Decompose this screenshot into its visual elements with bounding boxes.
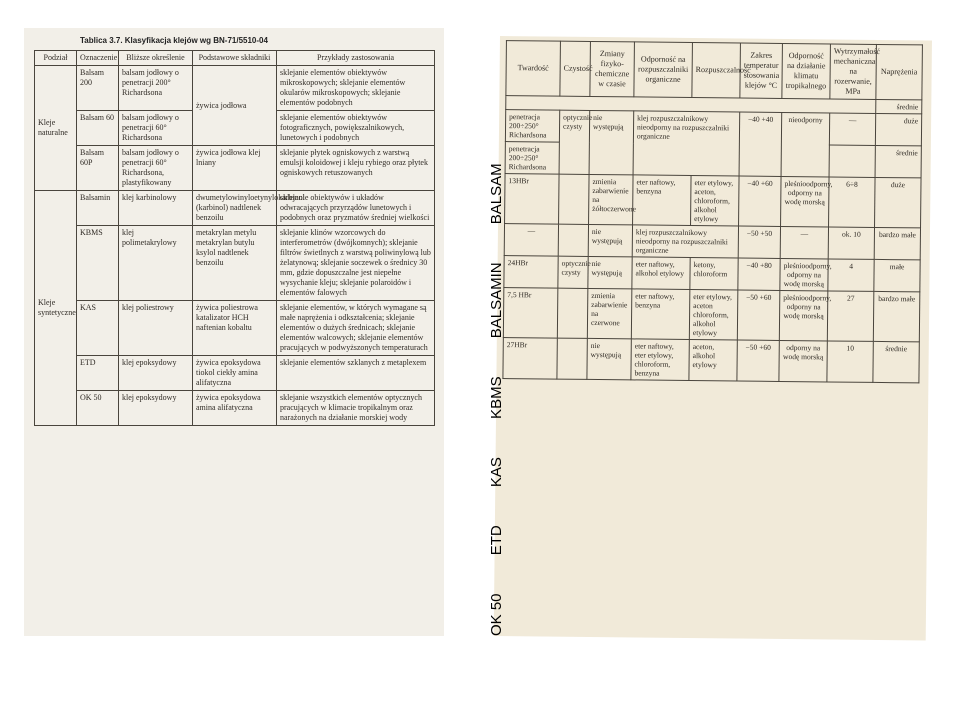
vertical-label: OK 50 xyxy=(488,593,505,636)
stress-cell: duże xyxy=(875,177,922,227)
desc-cell: balsam jodłowy o penetracji 200° Richardsona xyxy=(119,66,193,111)
stress-cell: bardzo małe xyxy=(874,227,920,259)
use-cell: sklejanie elementów szklanych z metaplexem xyxy=(277,356,435,391)
hard-cell: 13HBr xyxy=(505,174,560,225)
use-cell: sklejanie elementów, w których wymagane są małe naprężenia i odkształcenia; sklejanie elementów o dużych średnicach; sklejanie elementów walcowych; sklejanie elementów pracujących w podwyższonych temperaturach xyxy=(277,301,435,356)
header-cell: Rozpuszczalność xyxy=(692,43,741,98)
hard-cell: 24HBr xyxy=(504,256,558,289)
code-cell: Balsamin xyxy=(77,191,119,226)
header-cell: Podział xyxy=(35,51,77,66)
trop-cell: odporny na wodę morską xyxy=(779,340,827,382)
vertical-label: BALSAM xyxy=(488,163,505,225)
hard-cell: penetracja 200÷250° Richardsona xyxy=(505,142,559,175)
use-cell: sklejanie klinów wzorcowych do interferometrów (dwójkomnych); sklejanie filtrów świetlnych z warstwą poliwinylową lub żelatynową; sklejanie soczewek o średnicy 30 mm, gdzie dopuszczalne jest niepełne wysychanie kleju; sklejanie polaroidów i elementów falowych xyxy=(277,226,435,301)
clean-cell xyxy=(558,224,588,256)
right-scan-page xyxy=(494,36,932,640)
temp-cell: −40 +40 xyxy=(739,112,782,176)
mech-cell: 4 xyxy=(828,259,874,291)
vertical-label: KAS xyxy=(488,457,505,488)
mech-cell: — xyxy=(829,113,875,145)
comp-cell: żywica epoksydowa tiokol ciekły amina alifatyczna xyxy=(193,356,277,391)
code-cell: ETD xyxy=(77,356,119,391)
desc-cell: balsam jodłowy o penetracji 60° Richardsona xyxy=(119,111,193,146)
table-header-row xyxy=(506,41,923,100)
mech-cell: 27 xyxy=(827,291,874,341)
hard-cell: penetracja 200÷250° Richardsona xyxy=(505,110,559,143)
use-cell: sklejanie wszystkich elementów optycznych pracujących w klimacie tropikalnym oraz narażonych na działanie morskiej wody xyxy=(277,391,435,426)
vertical-label: KBMS xyxy=(488,376,505,419)
change-cell: nie występują xyxy=(588,224,632,256)
code-cell: OK 50 xyxy=(77,391,119,426)
desc-cell: klej poliestrowy xyxy=(119,301,193,356)
mech-cell xyxy=(829,145,875,177)
table-row xyxy=(35,226,435,301)
resist-cell: klej rozpuszczalnikowy nieodporny na rozpuszczalniki organiczne xyxy=(632,225,738,258)
trop-cell: pleśnioodporny, odporny na wodę morską xyxy=(781,176,830,226)
clean-cell xyxy=(557,288,588,338)
sol-cell: ketony, chloroform xyxy=(690,258,738,291)
comp-cell: żywica jodłowa xyxy=(193,66,277,146)
mech-cell: 10 xyxy=(827,341,873,382)
header-cell: Twardość xyxy=(506,41,561,97)
header-cell: Oznaczenie xyxy=(77,51,119,66)
classification-table xyxy=(34,50,435,426)
table-row xyxy=(504,224,920,260)
change-cell: nie występują xyxy=(588,256,632,288)
resist-cell: eter naftowy, eter etylowy, chloroform, benzyna xyxy=(631,339,689,381)
temp-cell: −50 +60 xyxy=(737,290,780,340)
desc-cell: klej karbinolowy xyxy=(119,191,193,226)
sol-cell: eter etylowy, aceton chloroform, alkohol etylowy xyxy=(689,290,738,340)
desc-cell: klej polimetakrylowy xyxy=(119,226,193,301)
change-cell: zmienia zabarwienie na czerwone xyxy=(587,288,632,338)
desc-cell: balsam jodłowy o penetracji 60° Richardsona, plastyfikowany xyxy=(119,146,193,191)
desc-cell: klej epoksydowy xyxy=(119,356,193,391)
use-cell: sklejanie obiektywów i układów odwracających przyrządów lunetowych i podobnych oraz pryzmatów średniej wielkości xyxy=(277,191,435,226)
resist-cell: eter naftowy, benzyna xyxy=(631,289,690,340)
desc-cell: klej epoksydowy xyxy=(119,391,193,426)
mech-cell: ok. 10 xyxy=(828,227,874,259)
trop-cell: pleśnioodporny, odporny na wodę morską xyxy=(780,258,828,291)
table-row xyxy=(35,191,435,226)
resist-cell: eter naftowy, benzyna xyxy=(633,175,692,226)
table-row xyxy=(35,66,435,111)
temp-cell: −40 +80 xyxy=(738,258,780,290)
trop-cell: nieodporny xyxy=(781,112,830,176)
table-row xyxy=(505,174,922,228)
vertical-label-group xyxy=(488,129,505,636)
group-cell: Kleje syntetyczne xyxy=(35,191,77,426)
clean-cell xyxy=(557,338,587,379)
temp-cell: −50 +50 xyxy=(738,226,780,258)
stress-cell: bardzo małe xyxy=(873,291,920,341)
table-row xyxy=(35,301,435,356)
temp-cell: −40 +60 xyxy=(739,176,782,226)
header-cell: Czystość xyxy=(560,41,591,96)
table-row xyxy=(35,146,435,191)
stress-cell: średnie xyxy=(875,145,921,177)
code-cell: Balsam 200 xyxy=(77,66,119,111)
header-cell: Odporność na działanie klimatu tropikalnego xyxy=(782,43,831,98)
hard-cell: 27HBr xyxy=(503,338,557,380)
mech-cell: 6÷8 xyxy=(829,177,876,227)
change-cell: zmienia zabarwienie na żółtoczerwone xyxy=(589,174,634,224)
clean-cell: optycznie czysty xyxy=(559,110,590,174)
clean-cell xyxy=(559,174,590,224)
hard-cell: 7,5 HBr xyxy=(503,288,558,339)
stress-cell: średnie xyxy=(876,99,922,113)
hard-cell: — xyxy=(504,224,558,257)
header-cell: Wytrzymałość mechaniczna na rozerwanie, MPa xyxy=(830,44,877,99)
code-cell: KBMS xyxy=(77,226,119,301)
table-row xyxy=(503,288,920,342)
table-header-row xyxy=(35,51,435,66)
resist-cell: klej rozpuszczalnikowy nieodporny na rozpuszczalniki organiczne xyxy=(633,111,740,176)
header-cell: Bliższe określenie xyxy=(119,51,193,66)
clean-cell: optycznie czysty xyxy=(558,256,588,288)
left-scan-page xyxy=(24,28,444,636)
header-cell: Zakres temperatur stosowania klejów °C xyxy=(740,43,783,98)
code-cell: Balsam 60 xyxy=(77,111,119,146)
stress-cell: średnie xyxy=(873,341,919,382)
comp-cell: żywica jodłowa klej lniany xyxy=(193,146,277,191)
header-cell: Zmiany fizyko-chemiczne w czasie xyxy=(590,41,635,96)
comp-cell: żywica poliestrowa katalizator HCH naftenian kobaltu xyxy=(193,301,277,356)
table-row xyxy=(504,256,920,292)
resist-cell: eter naftowy, alkohol etylowy xyxy=(632,257,690,290)
table-row xyxy=(503,338,919,383)
change-cell: nie występują xyxy=(589,110,634,174)
properties-table xyxy=(502,40,923,383)
table-row xyxy=(505,110,921,146)
trop-cell: — xyxy=(780,226,828,259)
table-caption: Tablica 3.7. Klasyfikacja klejów wg BN-71/5510-04 xyxy=(80,36,268,45)
header-cell: Naprężenia xyxy=(876,44,923,99)
code-cell: KAS xyxy=(77,301,119,356)
vertical-label: BALSAMIN xyxy=(488,262,505,339)
sol-cell: eter etylowy, aceton, chloroform, alkohol etylowy xyxy=(691,176,740,226)
header-cell: Podstawowe składniki xyxy=(193,51,277,66)
stress-cell: duże xyxy=(875,113,921,145)
comp-cell: żywica epoksydowa amina alifatyczna xyxy=(193,391,277,426)
change-cell: nie występują xyxy=(587,338,631,379)
comp-cell: metakrylan metylu metakrylan butylu ksylol nadtlenek benzoilu xyxy=(193,226,277,301)
use-cell: sklejanie płytek ogniskowych z warstwą emulsji koloidowej i kleju rybiego oraz płytek ogniskowych retuszowanych xyxy=(277,146,435,191)
table-row xyxy=(35,391,435,426)
use-cell: sklejanie elementów obiektywów fotograficznych, powiększalnikowych, lunetowych i podobnych xyxy=(277,111,435,146)
stress-cell: małe xyxy=(874,259,920,291)
temp-cell: −50 +60 xyxy=(737,340,779,381)
table-row xyxy=(35,356,435,391)
sol-cell: aceton, alkohol etylowy xyxy=(689,339,737,381)
comp-cell: dwumetylowinyloetynylokarbinol (karbinol) nadtlenek benzoilu xyxy=(193,191,277,226)
header-cell: Przykłady zastosowania xyxy=(277,51,435,66)
trop-cell: pleśnioodporny, odporny na wodę morską xyxy=(779,290,828,340)
use-cell: sklejanie elementów obiektywów mikroskopowych; sklejanie elementów okularów mikroskopowych; sklejanie elementów podobnych xyxy=(277,66,435,111)
header-cell: Odporność na rozpuszczalniki organiczne xyxy=(634,42,693,98)
group-cell: Kleje naturalne xyxy=(35,66,77,191)
code-cell: Balsam 60P xyxy=(77,146,119,191)
vertical-label: ETD xyxy=(488,525,505,556)
